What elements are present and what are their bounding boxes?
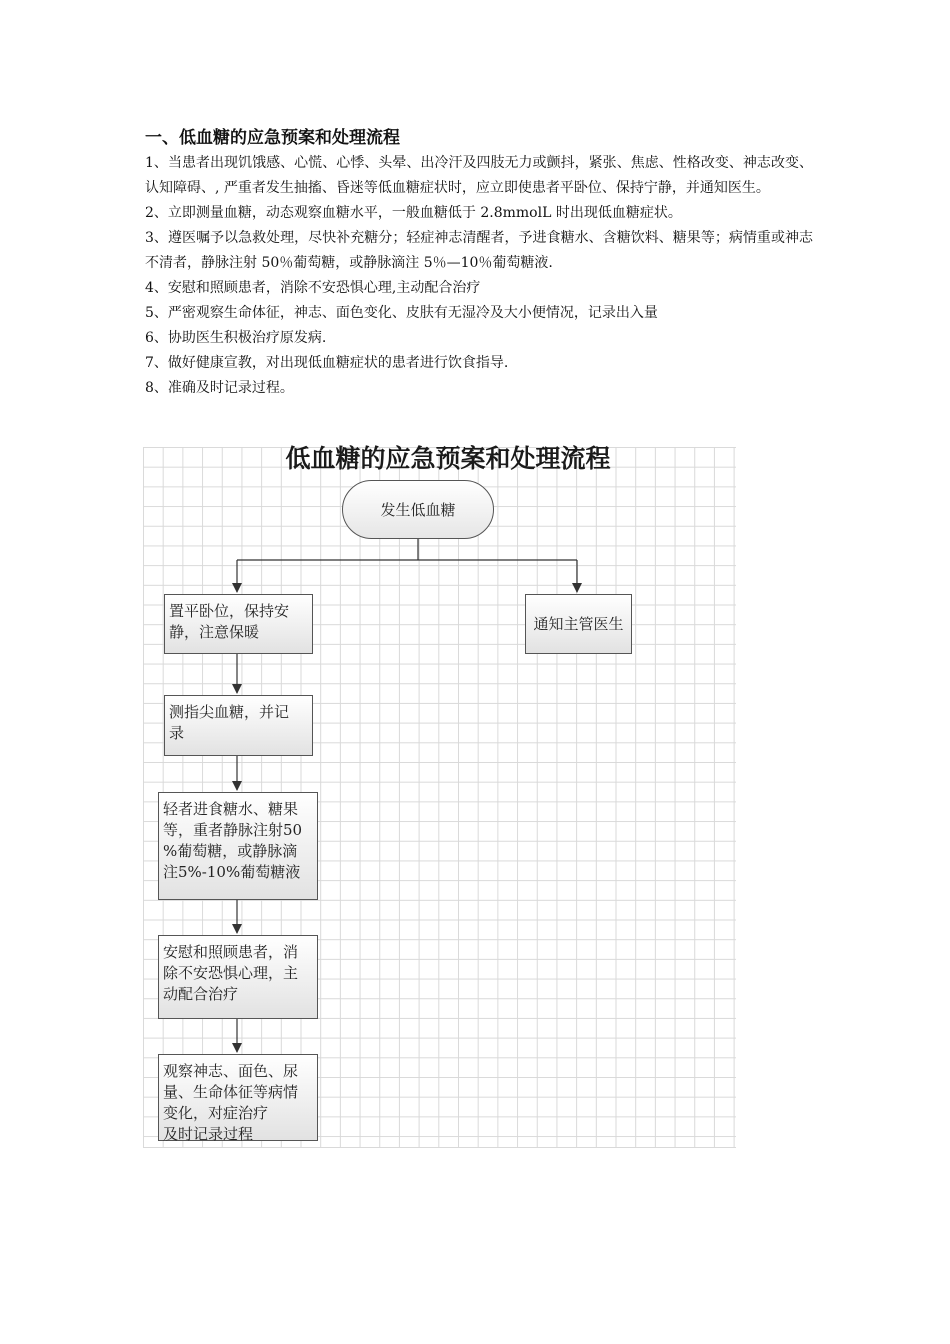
- step-item: 8、准确及时记录过程。: [145, 380, 294, 396]
- flowchart-title: 低血糖的应急预案和处理流程: [285, 444, 611, 473]
- step-item: 7、做好健康宣教，对出现低血糖症状的患者进行饮食指导.: [145, 355, 509, 371]
- flow-node-measure-glucose: 测指尖血糖，并记 录: [164, 695, 313, 756]
- flowchart-diagram: [143, 444, 736, 1148]
- step-item: 2、立即测量血糖，动态观察血糖水平，一般血糖低于 2.8mmolL 时出现低血糖症状。: [145, 205, 682, 221]
- step-item: 6、协助医生积极治疗原发病.: [145, 330, 327, 346]
- procedure-steps: [145, 151, 813, 401]
- flow-node-lie-flat: 置平卧位，保持安 静，注意保暖: [164, 594, 313, 654]
- step-item: 1、当患者出现饥饿感、心慌、心悸、头晕、出冷汗及四肢无力或颤抖，紧张、焦虑、性格改变、神志改变、认知障碍、, 严重者发生抽搐、昏迷等低血糖症状时，应立即使患者平卧位、保持宁静，并通知医生。: [145, 155, 813, 196]
- step-item: 4、安慰和照顾患者，消除不安恐惧心理,主动配合治疗: [145, 280, 481, 296]
- flow-node-observe-record: 观察神志、面色、尿 量、生命体征等病情 变化，对症治疗 及时记录过程: [158, 1054, 318, 1141]
- section-heading: 一、低血糖的应急预案和处理流程: [145, 128, 400, 148]
- flow-node-notify-doctor: 通知主管医生: [525, 594, 632, 654]
- step-item: 3、遵医嘱予以急救处理，尽快补充糖分；轻症神志清醒者，予进食糖水、含糖饮料、糖果等；病情重或神志不清者，静脉注射 50％葡萄糖，或静脉滴注 5％—10％葡萄糖液.: [145, 230, 813, 271]
- step-item: 5、严密观察生命体征，神志、面色变化、皮肤有无湿冷及大小便情况，记录出入量: [145, 305, 658, 321]
- flow-node-supplement-sugar: 轻者进食糖水、糖果 等，重者静脉注射50 %葡萄糖，或静脉滴 注5%-10%葡萄糖液: [158, 792, 318, 900]
- flow-node-comfort-patient: 安慰和照顾患者，消 除不安恐惧心理，主 动配合治疗: [158, 935, 318, 1019]
- start-node: 发生低血糖: [342, 480, 494, 539]
